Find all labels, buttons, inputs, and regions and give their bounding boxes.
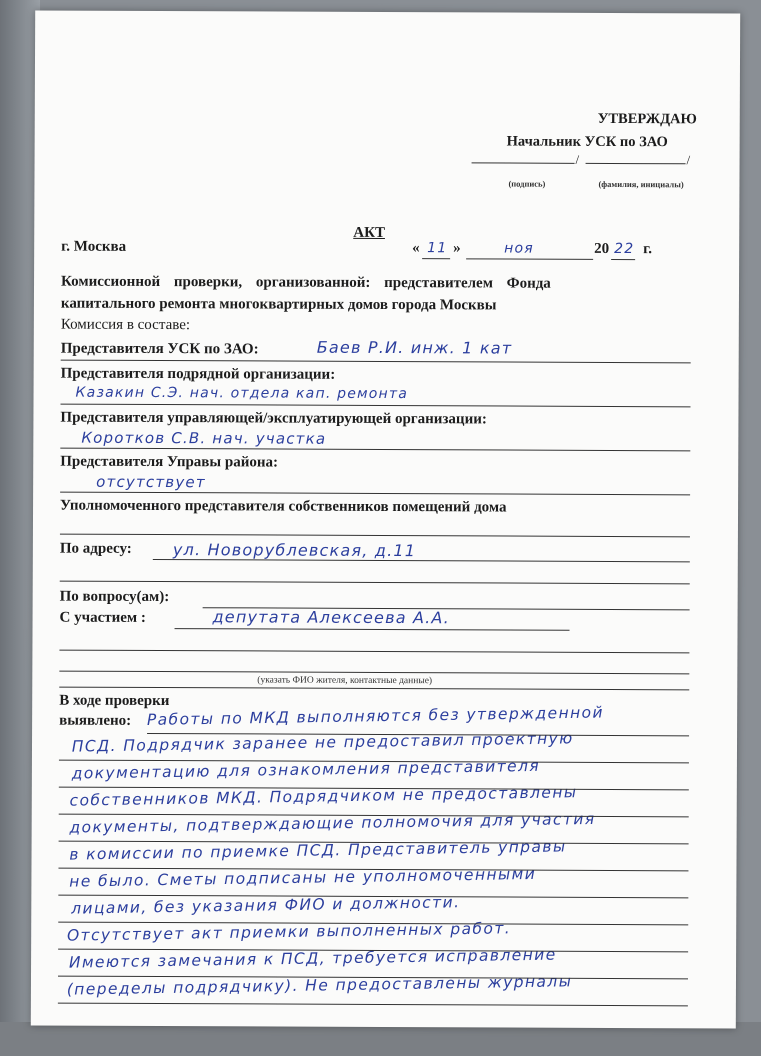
- question-label: По вопросу(ам):: [59, 588, 170, 606]
- signature-line: [472, 162, 575, 163]
- approval-title: УТВЕРЖДАЮ: [597, 110, 697, 128]
- date-day: 11: [427, 240, 448, 257]
- finding-line: не было. Сметы подписаны не уполномоченными: [69, 864, 537, 891]
- signature-caption: (подпись): [508, 178, 546, 189]
- district-value: отсутствует: [96, 472, 206, 492]
- management-label: Представителя управляющей/эксплуатирующей организации:: [60, 409, 487, 428]
- finding-line: документы, подтверждающие полномочия для участия: [69, 809, 596, 837]
- year-line: [611, 259, 635, 260]
- usk-value: Баев Р.И. инж. 1 кат: [316, 337, 513, 358]
- slash-1: /: [575, 151, 580, 167]
- address-label: По адресу:: [59, 540, 132, 557]
- approval-position: Начальник УСК по ЗАО: [506, 133, 668, 151]
- year-prefix: 20: [594, 240, 610, 257]
- management-line: [60, 448, 690, 452]
- month-line: [466, 258, 593, 260]
- address-line-2: [60, 581, 690, 585]
- intro-line-2: капитального ремонта многоквартирных домов города Москвы: [60, 295, 497, 314]
- contractor-label: Представителя подрядной организации:: [60, 365, 336, 383]
- finding-line: Работы по МКД выполняются без утвержденной: [146, 703, 605, 729]
- participation-line-3: [59, 671, 689, 675]
- date-quote-close: »: [453, 240, 461, 257]
- finding-line: собственников МКД. Подрядчиком не предоставлены: [69, 783, 578, 810]
- finding-line: документацию для ознакомления представителя: [71, 756, 541, 783]
- name-caption: (фамилия, инициалы): [598, 178, 684, 190]
- findings-line: [58, 1003, 688, 1007]
- finding-line: в комиссии по приемке ПСД. Представитель управы: [69, 837, 567, 864]
- city: г. Москва: [61, 238, 127, 255]
- owners-line: [60, 534, 690, 538]
- district-label: Представителя Управы района:: [60, 453, 279, 471]
- owners-label: Уполномоченного представителя собственников помещений дома: [60, 497, 507, 516]
- participation-caption: (указать ФИО жителя, контактные данные): [257, 675, 433, 687]
- contractor-value: Казакин С.Э. нач. отдела кап. ремонта: [75, 384, 409, 403]
- document-sheet: [31, 10, 740, 1028]
- name-line: [586, 163, 686, 164]
- usk-label: Представителя УСК по ЗАО:: [60, 340, 259, 358]
- findings-label-2: выявлено:: [59, 712, 132, 729]
- participation-line-4: [59, 687, 689, 691]
- management-value: Коротков С.В. нач. участка: [81, 428, 327, 448]
- participation-label: С участием :: [59, 609, 146, 626]
- participation-value: депутата Алексеева А.А.: [212, 607, 450, 628]
- day-line: [422, 258, 450, 259]
- year-unit: г.: [643, 241, 653, 258]
- usk-line: [61, 360, 691, 364]
- commission-label: Комиссия в составе:: [60, 316, 191, 334]
- district-line: [60, 492, 690, 496]
- address-value: ул. Новорублевская, д.11: [172, 540, 417, 561]
- date-quote-open: «: [412, 240, 420, 257]
- intro-line-1: Комиссионной проверки, организованной: представителем Фонда: [61, 273, 551, 292]
- year-suffix: 22: [614, 240, 635, 258]
- date-month: ноя: [504, 240, 534, 257]
- contractor-line: [60, 404, 690, 408]
- finding-line: (переделы подрядчику). Не предоставлены журналы: [66, 972, 573, 999]
- participation-line-1: [175, 628, 570, 631]
- participation-line-2: [59, 650, 689, 654]
- finding-line: лицами, без указания ФИО и должности.: [70, 893, 461, 918]
- address-line-1: [153, 559, 690, 562]
- slash-2: /: [686, 152, 691, 168]
- finding-line: ПСД. Подрядчик заранее не предоставил проектную: [71, 729, 574, 756]
- finding-line: Отсутствует акт приемки выполненных работ.: [66, 919, 512, 945]
- finding-line: Имеются замечания к ПСД, требуется исправление: [68, 945, 557, 972]
- findings-label-1: В ходе проверки: [59, 692, 170, 710]
- doc-title: АКТ: [353, 224, 386, 241]
